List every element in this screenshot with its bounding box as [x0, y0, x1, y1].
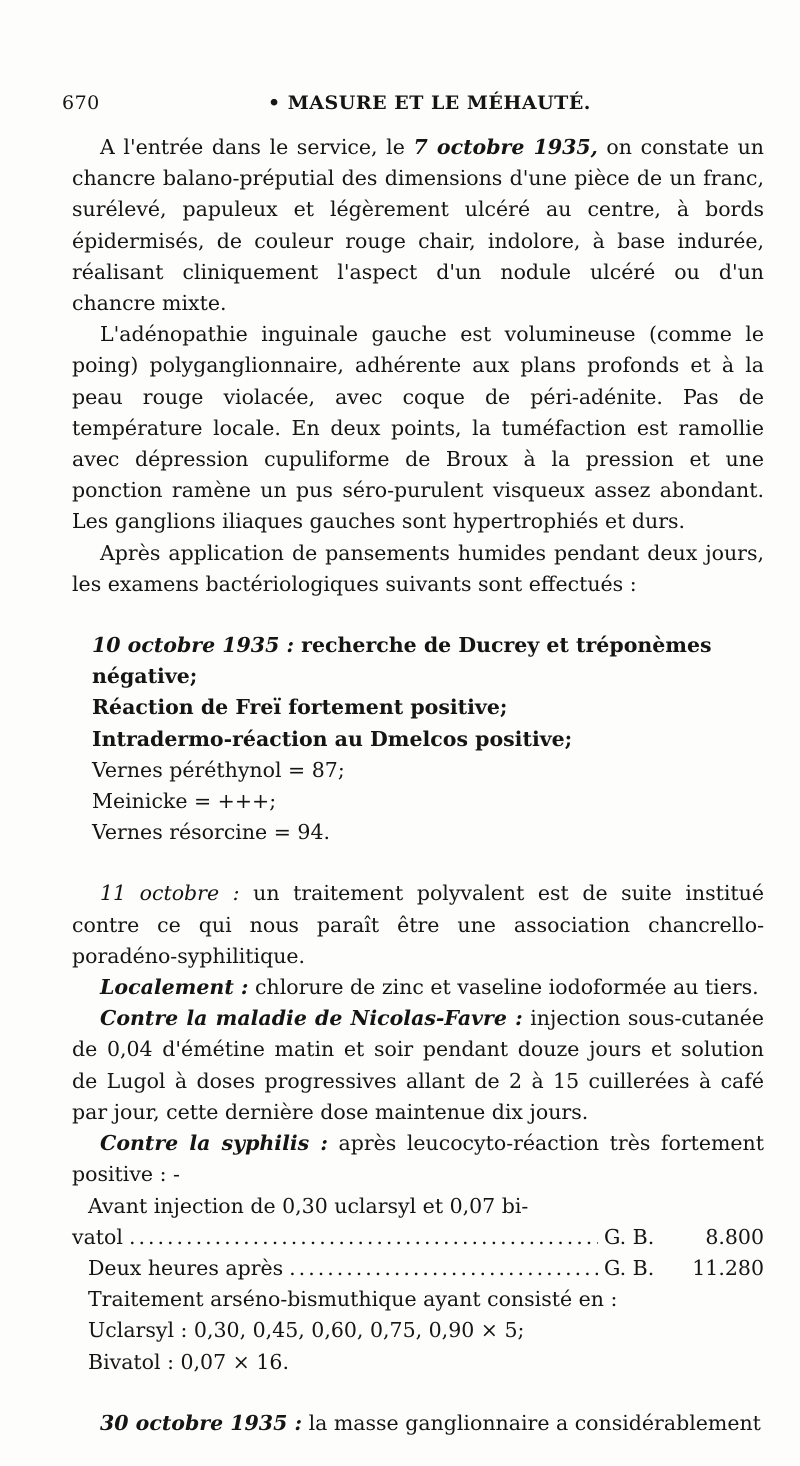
- blood-count-table: [72, 1191, 764, 1222]
- para4-date: 11 octobre :: [100, 881, 240, 906]
- para8-date: 30 octobre 1935 :: [100, 1410, 303, 1435]
- result-frei: Réaction de Freï fortement positive;: [92, 695, 508, 720]
- paragraph-exams-intro: Après application de pansements humides pendant deux jours, les examens bactériologiques suivants sont effectués :: [72, 540, 764, 596]
- paragraph-oct30: [72, 1408, 764, 1439]
- result-dmelcos: Intradermo-réaction au Dmelcos positive;: [92, 726, 573, 751]
- dot-leader: [289, 1253, 598, 1284]
- blood-row-2-gb: G. B.: [604, 1255, 655, 1280]
- treatment-details: [72, 1284, 764, 1378]
- blood-row-1-gb: G. B.: [604, 1224, 655, 1249]
- para1-rest: on constate un chancre balano-préputial des dimensions d'une pièce de un franc, surélevé, papuleux et légèrement ulcéré au centre, à bords épidermisés, de couleur rouge chair, indolore, à base indurée, réalisant cliniquement l'aspect d'un nodule ulcéré ou d'un chancre mixte.: [72, 135, 764, 316]
- blood-row-1-line1: [88, 1191, 764, 1222]
- result-vernes-resorcine: Vernes résorcine = 94.: [92, 820, 331, 845]
- paragraph-local: [72, 972, 764, 1003]
- result-vernes-perethynol: Vernes péréthynol = 87;: [92, 757, 345, 782]
- para5-label: Localement :: [100, 975, 249, 1000]
- paragraph-treatment: [72, 878, 764, 972]
- treatment-line-3: Bivatol : 0,07 × 16.: [88, 1349, 289, 1374]
- result-ducrey: recherche de Ducrey et tréponèmes négative;: [92, 633, 712, 689]
- paragraph-nicolas-favre: [72, 1003, 764, 1128]
- para1-date: 7 octobre 1935,: [413, 135, 598, 159]
- paragraph-adenopathy: L'adénopathie inguinale gauche est volumineuse (comme le poing) polyganglionnaire, adhérente aux plans profonds et à la peau rouge violacée, avec coque de péri-adénite. Pas de température locale. En deux points, la tuméfaction est ramollie avec dépression cupuliforme de Broux à la pression et une ponction ramène un pus séro-purulent visqueux assez abondant. Les ganglions iliaques gauches sont hypertrophiés et durs.: [72, 322, 764, 534]
- treatment-line-2: Uclarsyl : 0,30, 0,45, 0,60, 0,75, 0,90 × 5;: [88, 1318, 525, 1343]
- para4-text: un traitement polyvalent est de suite institué contre ce qui nous paraît être une association chancrello-poradéno-syphilitique.: [72, 881, 764, 968]
- spacer: [72, 600, 764, 630]
- running-title: • MASURE ET LE MÉHAUTÉ.: [268, 92, 591, 114]
- blood-row-2-label: Deux heures après: [88, 1255, 284, 1280]
- blood-row-1-value: 8.800: [705, 1224, 764, 1249]
- para8-text: la masse ganglionnaire a considérablement: [302, 1410, 761, 1435]
- blood-row-1-label-b: vatol: [72, 1224, 123, 1249]
- results-date: 10 octobre 1935 :: [92, 633, 295, 658]
- para1-lead: A l'entrée dans le service, le: [100, 135, 414, 159]
- page-body: [72, 132, 764, 1439]
- blood-row-2: [72, 1253, 764, 1284]
- result-meinicke: Meinicke = +++;: [92, 789, 277, 814]
- page-number: 670: [62, 92, 100, 114]
- para6-label: Contre la maladie de Nicolas-Favre :: [100, 1006, 523, 1031]
- para7-label: Contre la syphilis :: [100, 1131, 328, 1156]
- para7-text: après leucocyto-réaction très fortement positive : -: [72, 1131, 764, 1187]
- dot-leader: [129, 1222, 598, 1253]
- blood-row-1: [72, 1222, 764, 1253]
- spacer: [72, 848, 764, 878]
- page-header: [62, 92, 752, 122]
- exam-results: [72, 630, 764, 848]
- paragraph-syphilis: [72, 1128, 764, 1190]
- spacer: [72, 1378, 764, 1408]
- blood-row-2-value: 11.280: [692, 1255, 764, 1280]
- paragraph-admission: [72, 132, 764, 319]
- blood-row-1-label-a: Avant injection de 0,30 uclarsyl et 0,07 bi-: [88, 1193, 529, 1218]
- para5-text: chlorure de zinc et vaseline iodoformée au tiers.: [248, 975, 759, 1000]
- result-line-1: [92, 630, 764, 692]
- para6-text: injection sous-cutanée de 0,04 d'émétine matin et soir pendant douze jours et solution de Lugol à doses progressives allant de 2 à 15 cuillerées à café par jour, cette dernière dose maintenue dix jours.: [72, 1006, 764, 1124]
- treatment-line-1: Traitement arséno-bismuthique ayant consisté en :: [88, 1287, 618, 1312]
